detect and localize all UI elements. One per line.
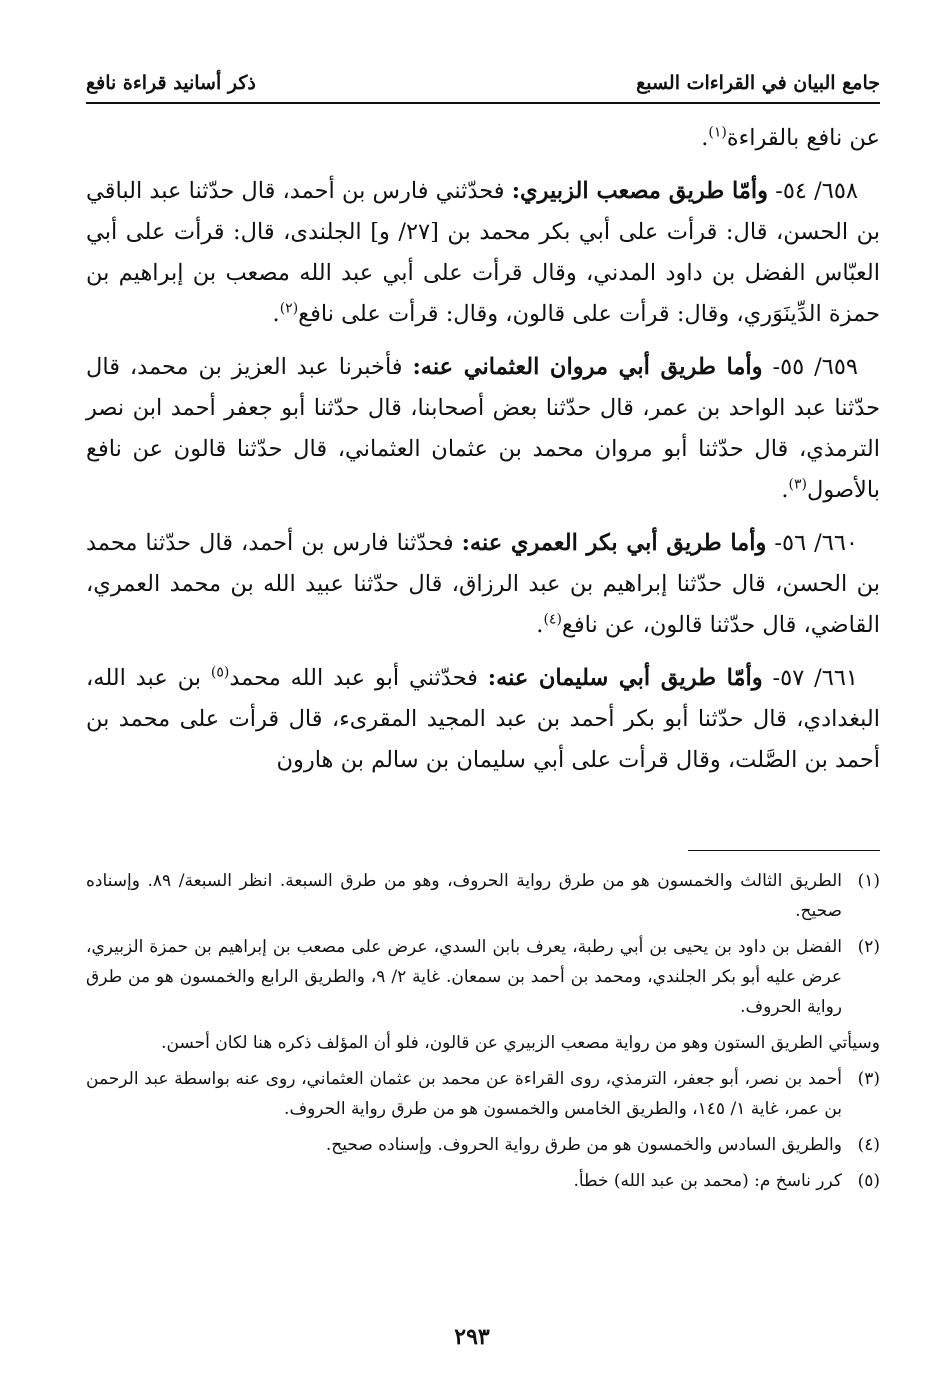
footnote-mark: (٤): [857, 1135, 880, 1155]
header-rule: [86, 102, 880, 104]
entry-paragraph: [86, 523, 880, 646]
page-number: ٢٩٣: [454, 1324, 490, 1350]
footnote-ref: (٣): [788, 476, 807, 493]
footnote-item: [86, 932, 880, 1022]
footnote-mark: (٥): [857, 1171, 880, 1191]
footnote-mark: (٣): [857, 1069, 880, 1089]
footnote-ref: (٢): [279, 300, 299, 317]
footnote-separator: [688, 850, 880, 851]
entry-number: ٦٦٠/ ٥٦-: [774, 530, 859, 556]
opening-text: عن نافع بالقراءة: [726, 125, 880, 151]
entry-paragraph: [86, 171, 880, 335]
footnote-text: أحمد بن نصر، أبو جعفر، الترمذي، روى القراءة عن محمد بن عثمان العثماني، روى عنه بواسطة عبد الرحمن بن عمر، غاية ١/ ١٤٥، والطريق الخامس والخمسون هو من طرق رواية الحروف.: [86, 1069, 842, 1119]
entry-number: ٦٥٨/ ٥٤-: [775, 178, 858, 204]
footnote-text: والطريق السادس والخمسون هو من طرق رواية الحروف. وإسناده صحيح.: [325, 1135, 842, 1155]
entry-heading: وأما طريق أبي مروان العثماني عنه:: [412, 354, 763, 380]
main-text: [86, 118, 880, 793]
entry-text: فأخبرنا عبد العزيز بن محمد، قال حدّثنا عبد الواحد بن عمر، قال حدّثنا بعض أصحابنا، قال حدّثنا أبو جعفر أحمد ابن نصر الترمذي، قال حدّثنا أبو مروان محمد بن عثمان العثماني، قال حدّثنا قالون عن نافع بالأصول: [86, 354, 880, 503]
footnote-text: الفضل بن داود بن يحيى بن أبي رطبة، يعرف بابن السدي، عرض على مصعب بن إبراهيم بن حمزة الزبيري، عرض عليه أبو بكر الجلندي، ومحمد بن أحمد بن سمعان. غاية ٢/ ٩، والطريق الرابع والخمسون هو من طرق رواية الحروف.: [86, 937, 842, 1017]
header-book-title: جامع البيان في القراءات السبع: [636, 72, 880, 94]
entry-number: ٦٥٩/ ٥٥-: [772, 354, 859, 380]
entry-paragraph: [86, 658, 880, 781]
entry-end: .: [536, 612, 544, 638]
entry-heading: وأمّا طريق مصعب الزبيري:: [511, 178, 769, 204]
header-section-title: ذكر أسانيد قراءة نافع: [86, 72, 256, 94]
entry-heading: وأما طريق أبي بكر العمري عنه:: [461, 530, 767, 556]
entry-text: فحدّثنا فارس بن أحمد، قال حدّثنا محمد بن الحسن، قال حدّثنا إبراهيم بن عبد الرزاق، قال حدّثنا عبيد الله بن محمد العمري، القاضي، قال حدّثنا قالون، عن نافع: [86, 530, 880, 638]
entry-paragraph: [86, 347, 880, 511]
footnote-ref: (٥): [210, 664, 230, 681]
footnote-mark: (١): [857, 871, 880, 891]
footnote-text: وسيأتي الطريق الستون وهو من رواية مصعب الزبيري عن قالون، فلو أن المؤلف ذكره هنا لكان أحسن.: [161, 1033, 880, 1053]
footnote-text: الطريق الثالث والخمسون هو من طرق رواية الحروف، وهو من طرق السبعة. انظر السبعة/ ٨٩. وإسناده صحيح.: [86, 871, 842, 921]
opening-end: .: [701, 125, 709, 151]
entry-text: فحدّثني أبو عبد الله محمد: [229, 665, 478, 691]
footnote-text: كرر ناسخ م: (محمد بن عبد الله) خطأ.: [573, 1171, 842, 1191]
running-header: [86, 60, 880, 94]
entry-end: بن عبد الله، البغدادي، قال حدّثنا أبو بكر أحمد بن عبد المجيد المقرىء، قال قرأت على محمد بن أحمد بن الصَّلت، وقال قرأت على أبي سليمان بن سالم بن هارون: [86, 665, 880, 773]
footnote-mark: (٢): [857, 937, 880, 957]
footnote-item: [86, 1130, 880, 1160]
entry-number: ٦٦١/ ٥٧-: [772, 665, 859, 691]
footnote-item: [86, 1064, 880, 1124]
footnote-ref: (٤): [543, 611, 562, 628]
entry-end: .: [272, 301, 280, 327]
footnote-continuation: [86, 1028, 880, 1058]
footnote-ref: (١): [708, 124, 727, 141]
entry-end: .: [781, 477, 789, 503]
entry-heading: وأمّا طريق أبي سليمان عنه:: [487, 665, 763, 691]
footnotes: [86, 866, 880, 1202]
footnote-item: [86, 866, 880, 926]
footnote-item: [86, 1166, 880, 1196]
entry-text: فحدّثني فارس بن أحمد، قال حدّثنا عبد الباقي بن الحسن، قال: قرأت على أبي بكر محمد بن [٢٧/ و] الجلندى، قال: قرأت على أبي العبّاس الفضل بن داود المدني، وقال قرأت على أبي عبد الله مصعب بن إبراهيم بن حمزة الدِّينَوَري، وقال: قرأت على قالون، وقال: قرأت على نافع: [86, 178, 880, 327]
opening-paragraph: [86, 118, 880, 159]
